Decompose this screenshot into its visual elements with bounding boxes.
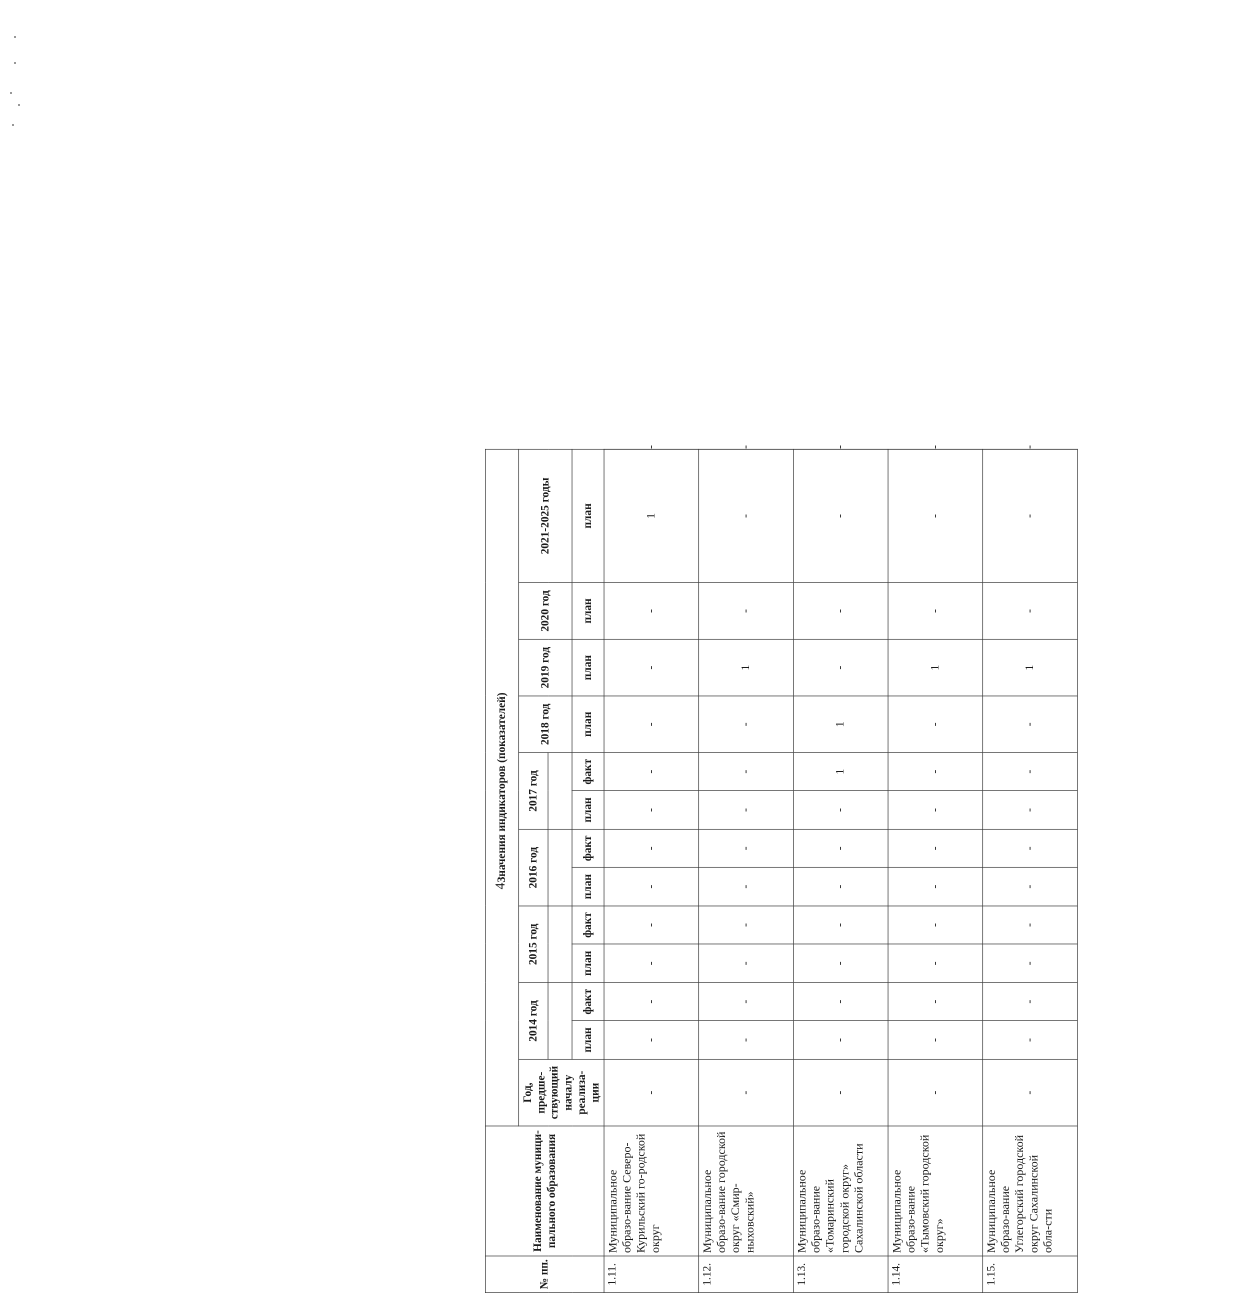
cell-value: - (983, 944, 1078, 983)
header-spacer-2017 (548, 753, 572, 830)
cell-value: 1 (699, 639, 794, 696)
cell-value: - (888, 696, 983, 753)
header-plan: план (572, 583, 604, 640)
header-plan: план (572, 696, 604, 753)
cell-value: - (888, 791, 983, 830)
header-year-2018: 2018 год (519, 696, 572, 753)
header-spacer-2016 (548, 829, 572, 906)
table-row: 1.14. Муниципальное образо-вание «Тымовский городской округ» - - - - - - - - - - 1 - - - (888, 449, 983, 1292)
cell-value: - (699, 449, 794, 582)
header-plan: план (572, 639, 604, 696)
cell-value: - (699, 1021, 794, 1060)
cell-value: - (888, 983, 983, 1021)
header-fact: факт (572, 753, 604, 791)
page-number: 4 (493, 882, 508, 890)
header-fact: факт (572, 906, 604, 944)
cell-value: - (983, 696, 1078, 753)
cell-value: - (793, 1059, 888, 1126)
row-number: 1.12. (699, 1256, 794, 1293)
header-year-2016: 2016 год (519, 829, 548, 906)
cell-value: 1 (793, 696, 888, 753)
cell-value: - (604, 639, 699, 696)
cell-value: - (793, 906, 888, 944)
cell-value: - (604, 1059, 699, 1126)
cell-value: - (983, 753, 1078, 791)
document-sheet (85, 445, 1235, 1301)
header-plan: план (572, 1021, 604, 1060)
row-number: 1.15. (983, 1256, 1078, 1293)
row-name: Муниципальное образо-вание «Томаринский городской округ» Сахалинской области (793, 1126, 888, 1256)
table-row: 1.12. Муниципальное образо-вание городской округ «Смир-ныховский» - - - - - - - - - - 1 - - - (699, 449, 794, 1292)
cell-value: - (793, 449, 888, 582)
cell-value: - (983, 1059, 1078, 1126)
cell-value: - (699, 983, 794, 1021)
cell-value: - (793, 829, 888, 867)
cell-value: - (983, 867, 1078, 906)
cell-value: - (983, 983, 1078, 1021)
cell-value: - (604, 753, 699, 791)
cell-value: - (604, 906, 699, 944)
rotated-page (85, 445, 1235, 1301)
cell-value: - (699, 944, 794, 983)
header-group: Значения индикаторов (показателей) (485, 449, 518, 1126)
header-plan: план (572, 944, 604, 983)
header-spacer-2015 (548, 906, 572, 983)
cell-value: - (793, 639, 888, 696)
cell-value: 1 (983, 639, 1078, 696)
cell-value: - (604, 944, 699, 983)
cell-value: - (793, 1021, 888, 1060)
cell-value: - (888, 829, 983, 867)
header-year-2020: 2020 год (519, 583, 572, 640)
cell-value: - (604, 867, 699, 906)
header-year-2015: 2015 год (519, 906, 548, 983)
cell-value: - (888, 449, 983, 582)
cell-value: - (888, 944, 983, 983)
cell-value: - (699, 1059, 794, 1126)
row-name: Муниципальное образо-вание городской округ «Смир-ныховский» (699, 1126, 794, 1256)
indicators-table (485, 445, 1078, 1293)
row-number: 1.11. (604, 1256, 699, 1293)
cell-value: - (604, 1021, 699, 1060)
cell-value: - (793, 583, 888, 640)
header-year-2019: 2019 год (519, 639, 572, 696)
cell-value: - (699, 791, 794, 830)
row-number: 1.14. (888, 1256, 983, 1293)
cell-value: - (983, 906, 1078, 944)
header-year-2021-2025: 2021-2025 годы (519, 449, 572, 582)
cell-value: - (699, 906, 794, 944)
row-name: Муниципальное образо-вание Углегорский городской округ Сахалинской обла-сти (983, 1126, 1078, 1256)
header-num: № пп. (485, 1256, 604, 1293)
row-name: Муниципальное образо-вание Северо-Курильский го-родской округ (604, 1126, 699, 1256)
cell-value: - (699, 829, 794, 867)
cell-value: - (699, 583, 794, 640)
cell-value: - (604, 983, 699, 1021)
header-spacer-2014 (548, 983, 572, 1060)
header-fact: факт (572, 829, 604, 867)
cell-value: - (604, 583, 699, 640)
cell-value: 1 (793, 753, 888, 791)
header-name: Наименование муници-пального образования (485, 1126, 604, 1256)
cell-value: - (888, 753, 983, 791)
cell-value: 1 (888, 639, 983, 696)
cell-value: - (888, 1059, 983, 1126)
cell-value: - (604, 696, 699, 753)
cell-value: - (888, 867, 983, 906)
cell-value: 1 (604, 449, 699, 582)
cell-value: - (888, 583, 983, 640)
row-name: Муниципальное образо-вание «Тымовский городской округ» (888, 1126, 983, 1256)
cell-value: - (604, 791, 699, 830)
header-year-2017: 2017 год (519, 753, 548, 830)
header-plan: план (572, 449, 604, 582)
cell-value: - (793, 983, 888, 1021)
cell-value: - (983, 829, 1078, 867)
header-year-2014: 2014 год (519, 983, 548, 1060)
header-row-group (485, 449, 518, 1292)
cell-value: - (793, 944, 888, 983)
cell-value: - (983, 1021, 1078, 1060)
header-prev-year: Год, предше-ствующий началу реализа-ции (519, 1059, 604, 1126)
row-number: 1.13. (793, 1256, 888, 1293)
cell-value: - (888, 906, 983, 944)
cell-value: - (604, 829, 699, 867)
cell-value: - (983, 583, 1078, 640)
cell-value: - (699, 696, 794, 753)
header-fact: факт (572, 983, 604, 1021)
header-plan: план (572, 867, 604, 906)
table-row: 1.13. Муниципальное образо-вание «Томаринский городской округ» Сахалинской области - - - - - - - - 1 1 - - - - (793, 449, 888, 1292)
table-row: 1.15. Муниципальное образо-вание Углегорский городской округ Сахалинской обла-сти - - - - - - - - - - 1 - - - (983, 449, 1078, 1292)
cell-value: - (699, 753, 794, 791)
header-plan: план (572, 791, 604, 830)
cell-value: - (793, 867, 888, 906)
cell-value: - (793, 791, 888, 830)
cell-value: - (888, 1021, 983, 1060)
cell-value: - (699, 867, 794, 906)
cell-value: - (983, 791, 1078, 830)
cell-value: - (983, 449, 1078, 582)
table-row: 1.11. Муниципальное образо-вание Северо-Курильский го-родской округ - - - - - - - - - - - - 1 - (604, 449, 699, 1292)
